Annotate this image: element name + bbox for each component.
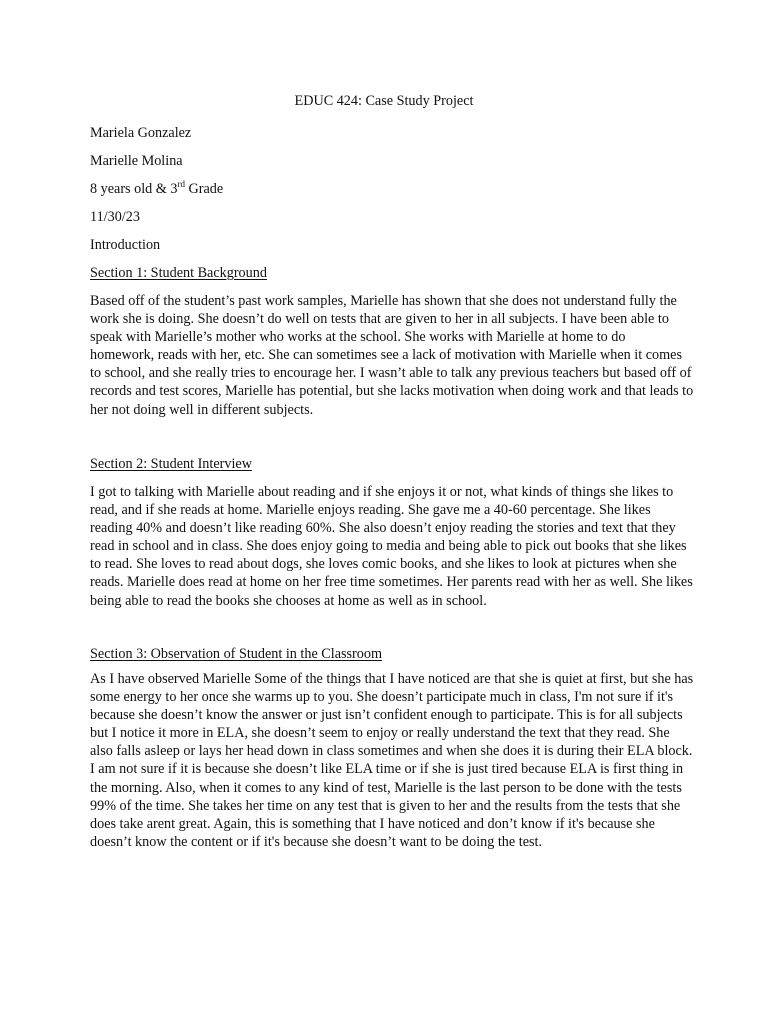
paragraph-line: As I have observed Marielle Some of the things that I have noticed are that she is quiet at first, but she has xyxy=(90,671,694,687)
student-age-grade xyxy=(90,180,223,198)
document-title: EDUC 424: Case Study Project xyxy=(294,93,474,109)
paragraph-line: read, and if she reads at home. Marielle enjoys reading. She gave me a 40-60 percentage. She likes xyxy=(90,502,651,519)
paragraph-line: does take arent great. Again, this is something that I have noticed and don’t know if it's because she xyxy=(90,815,655,832)
section-2-body xyxy=(90,483,693,610)
paragraph-line: being able to read the books she chooses at home as well as in school. xyxy=(90,592,487,609)
age-grade-suffix: Grade xyxy=(184,181,224,197)
paragraph-line: doesn’t know the content or if it's because she doesn’t want to be doing the test. xyxy=(90,833,542,850)
introduction-label: Introduction xyxy=(90,237,161,253)
paragraph-line: work she is doing. She doesn’t do well on tests that are given to her in all subjects. I have been able to xyxy=(90,311,669,328)
age-grade-prefix: 8 years old & 3 xyxy=(90,181,178,197)
paragraph-line: speak with Marielle’s mother who works at the school. She works with Marielle at home to do xyxy=(90,329,626,346)
section-3-heading: Section 3: Observation of Student in the Classroom xyxy=(90,646,382,662)
paragraph-line: Based off of the student’s past work samples, Marielle has shown that she does not understand fully the xyxy=(90,293,677,309)
section-1-body xyxy=(90,292,694,419)
section-1-heading: Section 1: Student Background xyxy=(90,265,267,281)
document-date: 11/30/23 xyxy=(90,209,140,225)
grade-ordinal-suffix: rd xyxy=(177,179,185,189)
paragraph-line: reads. Marielle does read at home on her free time sometimes. Her parents read with her as well. She likes xyxy=(90,574,693,591)
paragraph-line: but I notice it more in ELA, she doesn’t seem to enjoy or really understand the text that they read. She xyxy=(90,725,670,742)
student-name: Marielle Molina xyxy=(90,153,183,169)
paragraph-line: read in school and in class. She does enjoy going to media and being able to pick out books that she likes xyxy=(90,538,687,555)
paragraph-line: because she doesn’t know the answer or just isn’t confident enough to participate. This is for all subjects xyxy=(90,707,683,724)
paragraph-line: reading 40% and doesn’t like reading 60%. She also doesn’t enjoy reading the stories and text that they xyxy=(90,520,676,537)
paragraph-line: some energy to her once she warms up to you. She doesn’t participate much in class, I'm not sure if it's xyxy=(90,689,673,706)
paragraph-line: her not doing well in different subjects. xyxy=(90,401,314,418)
paragraph-line: to read. She loves to read about dogs, she loves comic books, and she likes to look at pictures when she xyxy=(90,556,677,573)
author-name: Mariela Gonzalez xyxy=(90,125,192,141)
paragraph-line: I am not sure if it is because she doesn’t like ELA time or if she is just tired because ELA is first thing in xyxy=(90,761,684,778)
section-3-body xyxy=(90,670,694,851)
paragraph-line: also falls asleep or lays her head down in class sometimes and when she does it is during their ELA block. xyxy=(90,743,693,760)
paragraph-line: the morning. Also, when it comes to any kind of test, Marielle is the last person to be done with the tests xyxy=(90,779,682,796)
paragraph-line: I got to talking with Marielle about reading and if she enjoys it or not, what kinds of things she likes to xyxy=(90,484,674,500)
paragraph-line: homework, reads with her, etc. She can sometimes see a lack of motivation with Marielle when it comes xyxy=(90,347,682,364)
section-2-heading: Section 2: Student Interview xyxy=(90,456,252,472)
paragraph-line: to school, and she really tries to encourage her. I wasn’t able to talk any previous teachers but based off of xyxy=(90,365,692,382)
paragraph-line: 99% of the time. She takes her time on any test that is given to her and the results from the tests that she xyxy=(90,797,681,814)
paragraph-line: records and test scores, Marielle has potential, but she lacks motivation when doing work and that leads to xyxy=(90,383,694,400)
